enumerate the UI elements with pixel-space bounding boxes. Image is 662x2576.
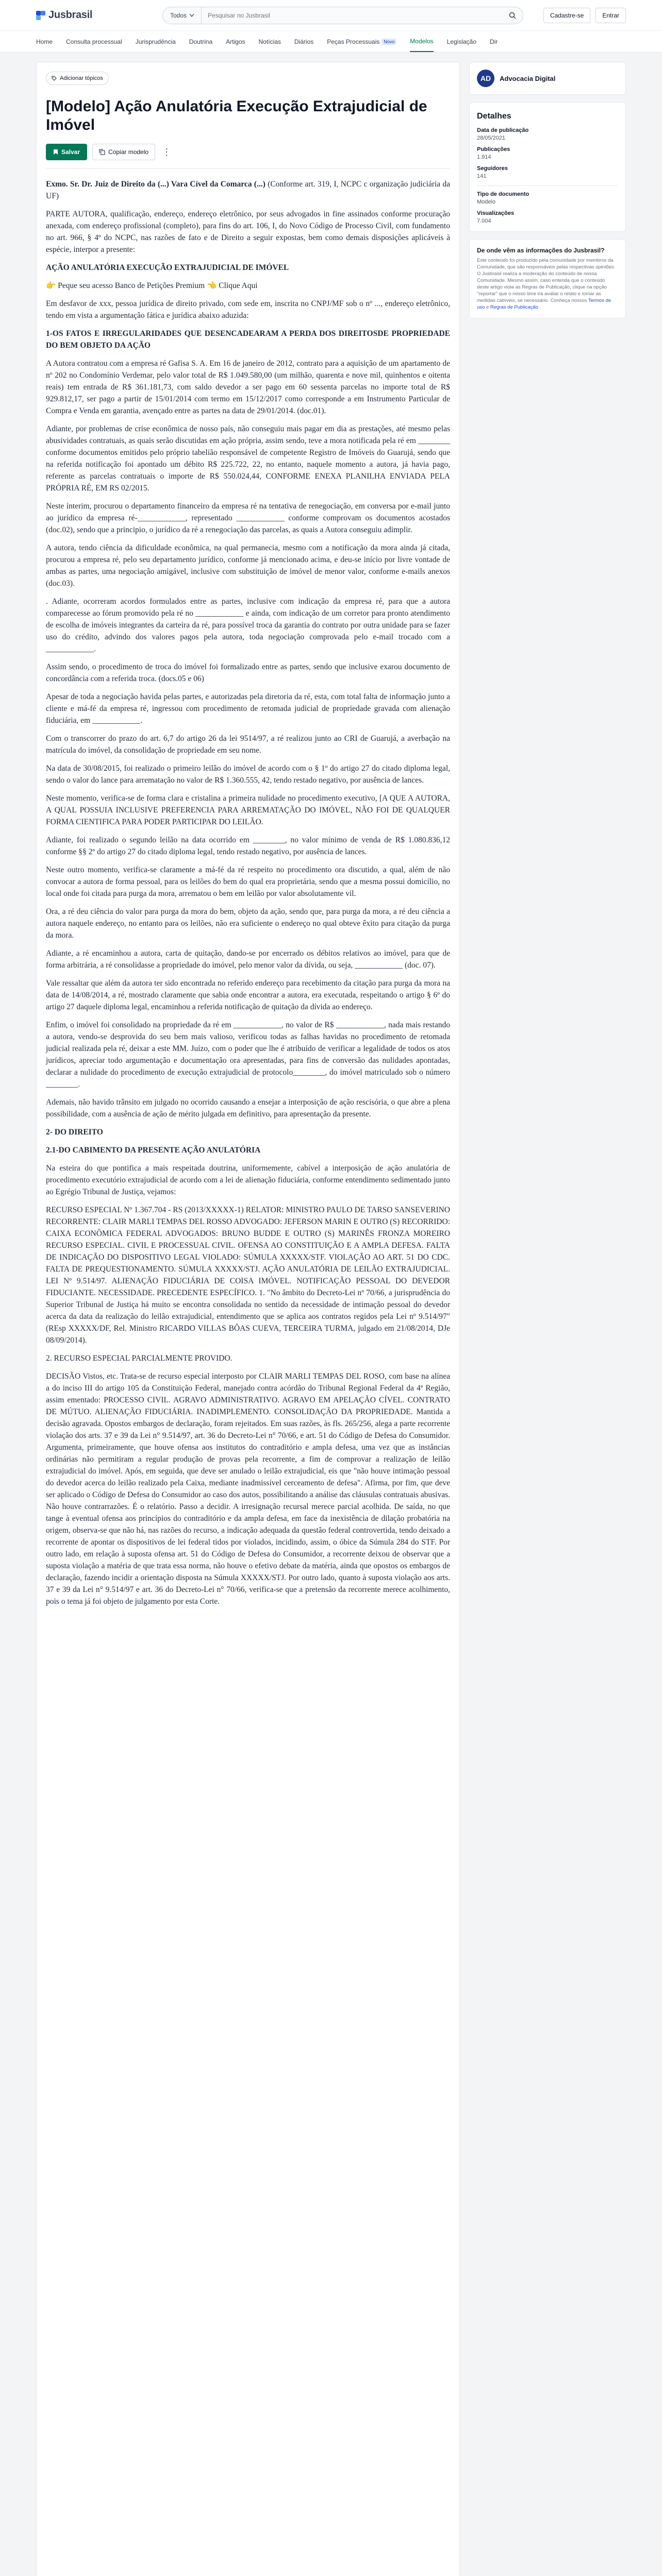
paragraph-text: Enfim, o imóvel foi consolidado na propriedade da ré em ____________, no valor de R$ ____________, nada mais restando a autora, vendo-se desprovida do seu bem mais valioso, verificou todas as falhas havidas no procedimento de retomada judicial realizada pela ré, deixar a este MM. Juízo, com o poder que lhe é atribuído de verificar a legalidade de todos os atos jurídicos, apreciar todo argumentação e documentação ora apresentadas, para fins de conversão das nulidades apontadas, declarar a nulidade do procedimento de execução extrajudicial de protocolo________, do imóvel matriculado sob o número ________. bbox=[46, 1021, 450, 1089]
author-card bbox=[469, 62, 626, 95]
document-paragraph bbox=[46, 208, 450, 256]
search-bar bbox=[162, 7, 523, 24]
document-paragraph bbox=[46, 596, 450, 655]
document-paragraph bbox=[46, 1126, 450, 1138]
views-value: 7.004 bbox=[477, 218, 491, 224]
source-info-text bbox=[477, 257, 618, 311]
document-paragraph bbox=[46, 1162, 450, 1198]
paragraph-text: Na esteira do que pontifica a mais respeitada doutrina, uniformemente, cabível a interposição de ação anulatória de procedimento executório extrajudicial de acordo com a lei de alienação fiduciária, conforme entendimento sedimentado junto ao Egrégio Tribunal de Justiça, vejamos: bbox=[46, 1164, 450, 1196]
paragraph-text: A autora, tendo ciência da dificuldade econômica, na qual permanecia, mesmo com a notificação da mora ainda já citada, procurou a empresa ré, pelo seu departamento jurídico, conforme já mencionado acima, e deu-se início por livre vontade de ambas as partes, uma negociação amigável, inclusive com substituição de imóvel de menor valor, conforme e-mails anexos (doc.03). bbox=[46, 544, 450, 588]
paragraph-text: Neste momento, verifica-se de forma clara e cristalina a primeira nulidade no procedimento executivo, [A QUE A AUTORA, A QUAL POSSUIA INCLUSIVE PREFERENCIA PARA ARREMATAÇÃO DO IMÓVEL, NÃO FOI DE QUALQUER FORMA CIENTIFICA PARA PODER PARTICIPAR DO LEILÃO. bbox=[46, 794, 450, 826]
followers-label: Seguidores bbox=[477, 165, 508, 172]
top-header bbox=[0, 0, 662, 31]
paragraph-text: (Conforme art. 319, I, NCPC c organização judiciária da UF) bbox=[46, 180, 450, 200]
main-nav bbox=[0, 31, 662, 53]
new-badge: Novo bbox=[382, 39, 396, 45]
paragraph-text: A Autora contratou com a empresa ré Gafisa S. A. Em 16 de janeiro de 2012, contrato para a aquisição de um apartamento de nº 202 no Condomínio Verdemar, pelo valor total de R$ 1.049.580,00 (um milhão, quarenta e nove mil, quinhentos e oitenta reais) tem entrada de R$ 361.181,73, com saldo devedor a ser pago em 60 sessenta parcelas no importe total de R$ 929.812,17, ser pago a partir de 15/01/2014 com termo em 15/12/2017 como corresponde a em Instrumento Particular de Compra e Venda em garantia, avençado entre as partes na data de 29/01/2014. (doc.01). bbox=[46, 359, 450, 415]
publications-label: Publicações bbox=[477, 146, 510, 152]
jusbrasil-logo-icon bbox=[36, 11, 45, 20]
copy-label: Copiar modelo bbox=[108, 148, 149, 156]
document-paragraph bbox=[46, 977, 450, 1013]
document-paragraph bbox=[46, 1019, 450, 1090]
document-paragraph bbox=[46, 262, 450, 274]
document-paragraph bbox=[46, 1370, 450, 1607]
document-paragraph bbox=[46, 1352, 450, 1364]
author-name[interactable]: Advocacia Digital bbox=[500, 74, 556, 82]
author[interactable] bbox=[477, 70, 618, 87]
paragraph-text: Ademais, não havido trânsito em julgado no ocorrido causando a ensejar a interposição de ação rescisória, o que abre a plena possibilidade, com a ausência de ação de mérito julgada em definitivo, para apresentação da presente. bbox=[46, 1098, 450, 1118]
document-paragraph bbox=[46, 542, 450, 589]
paragraph-text: Ora, a ré deu ciência do valor para purga da mora do bem, objeto da ação, sendo que, para purga da mora, a ré deu ciência a autora naquele endereço, no entanto para os leilões, não era suficiente o endereço no qual obteve êxito para citação da purga da mora. bbox=[46, 907, 450, 940]
document-paragraph bbox=[46, 1204, 450, 1346]
details-card bbox=[469, 102, 626, 232]
paragraph-heading: 2- DO DIREITO bbox=[46, 1128, 103, 1137]
paragraph-text: DECISÃO Vistos, etc. Trata-se de recurso especial interposto por CLAIR MARLI TEMPAS DEL ROSO, com base na alínea a do inciso III do artigo 105 da Constituição Federal, manejado contra acórdão do Tribunal Regional Federal da 4ª Região, assim ementado: PROCESSO CIVIL. AGRAVO ADMINISTRATIVO. AGRAVO EM APELAÇÃO CÍVEL. CONTRATO DE MÚTUO. ALIENAÇÃO FIDUCIÁRIA. INADIMPLEMENTO. CONSOLIDAÇÃO DA PROPRIEDADE. Mantida a decisão agravada. Opostos embargos de declaração, foram rejeitados. Em suas razões, às fls. 265/256, alega a parte recorrente violação dos arts. 37 e 39 da Lei n° 9.514/97, art. 36 do Decreto-Lei n° 70/66, e art. 51 do Código de Defesa do Consumidor. Argumenta, primeiramente, que houve ofensa aos institutos do contraditório e ampla defesa, uma vez que as instâncias ordinárias não permitiram a regular produção de provas pela recorrente, a fim de comprovar a realização de leilão extrajudicial do imóvel. Após, em seguida, que deve ser anulado o leilão extrajudicial, eis que "não houve intimação pessoal do devedor acerca do leilão realizado pela Caixa, mediante inadmissível cerceamento de defesa". Afirma, por fim, que deve ser aplicado o Código de Defesa do Consumidor ao caso dos autos, possibilitando a análise das cláusulas contratuais abusivas. Não houve contrarrazões. É o relatório. Passo a decidir. A irresignação recursal merece parcial acolhida. De saída, no que tange à eventual ofensa aos princípios do contraditório e da ampla defesa, em face da inexistência de dilação probatória na origem, observa-se que não há, nas razões do recurso, a indicação adequada da questão federal controvertida, tendo deixado a recorrente de apontar os dispositivos de lei federal tidos por violados, incidindo, assim, o óbice da Súmula 284 do STF. Por outro lado, em relação à suposta ofensa art. 51 do Código de Defesa do Consumidor, a recorrente deixou de observar que a suposta violação a matéria de que trata essa norma, não houve o efetivo debate da matéria, ainda que opostos os embargos de declaração, fazendo incidir a orientação disposta na Súmula XXXXX/STJ. Por outro lado, quanto à suposta violação aos arts. 37 e 39 da Lei n° 9.514/97 e art. 36 do Decreto-Lei n° 70/66, verifica-se que a pretensão da recorrente merece acolhimento, pois o tema já foi objeto de julgamento por esta Corte. bbox=[46, 1372, 450, 1606]
paragraph-text: RECURSO ESPECIAL Nº 1.367.704 - RS (2013/XXXXX-1) RELATOR: MINISTRO PAULO DE TARSO SANSEVERINO RECORRENTE: CLAIR MARLI TEMPAS DEL ROSSO ADVOGADO: JEFERSON MARIN E OUTRO (S) RECORRIDO: CAIXA ECONÔMICA FEDERAL ADVOGADOS: BRUNO BUDDE E OUTRO (S) MARINÊS FRONZA MOREIRO RECURSO ESPECIAL. CIVIL E PROCESSUAL CIVIL. OFENSA AO CONSTITUIÇÃO E A AMPLA DEFESA. FALTA DE INDICAÇÃO DO DISPOSITIVO LEGAL VIOLADO: SÚMULA XXXXX/STF. VIOLAÇÃO AO ART. 51 DO CDC. FALTA DE PREQUESTIONAMENTO. SÚMULA XXXXX/STJ. AÇÃO ANULATÓRIA DE LEILÃO EXTRAJUDICIAL. LEI Nº 9.514/97. ALIENAÇÃO FIDUCIÁRIA DE COISA IMÓVEL. NOTIFICAÇÃO PESSOAL DO DEVEDOR FIDUCIANTE. NECESSIDADE. PRECEDENTE ESPECÍFICO. 1. "No âmbito do Decreto-Lei nº 70/66, a jurisprudência do Superior Tribunal de Justiça há muito se encontra consolidada no sentido da necessidade de intimação pessoal do devedor acerca da data da realização do leilão extrajudicial, entendimento que se aplica aos contratos regidos pela Lei nº 9.514/97" (REsp XXXXX/DF, Rel. Ministro RICARDO VILLAS BÔAS CUEVA, TERCEIRA TURMA, julgado em 21/08/2014, DJe 08/09/2014). bbox=[46, 1206, 450, 1345]
page-title: [Modelo] Ação Anulatória Execução Extrajudicial de Imóvel bbox=[46, 98, 427, 133]
nav-item-diarios[interactable]: Diários bbox=[294, 38, 314, 45]
paragraph-text: Neste ínterim, procurou o departamento financeiro da empresa ré na tentativa de renegociação, em conversa por e-mail junto ao jurídico da empresa ré-____________, representado ____________ conforme comprovam os documentos acostados (doc.02), sendo que a principio, o jurídico da ré a renegociação das parcelas, as quais a Autora conseguiu adimplir. bbox=[46, 502, 450, 534]
search-icon bbox=[509, 12, 516, 19]
document-paragraph bbox=[46, 792, 450, 828]
document-paragraph bbox=[46, 328, 450, 351]
doc-type-label: Tipo de documento bbox=[477, 191, 529, 197]
paragraph-text: Adiante, a ré encaminhou a autora, carta de quitação, dando-se por encerrado os débitos relativos ao imóvel, para que de forma arbitrária, a ré consolidasse a propriedade do imóvel, pelo menor valor da dívida, ou seja, ____________ (doc. 07). bbox=[46, 949, 450, 970]
nav-item-modelos[interactable]: Modelos bbox=[410, 31, 433, 52]
document-paragraph bbox=[46, 947, 450, 971]
views-label: Visualizações bbox=[477, 210, 514, 216]
document-paragraph bbox=[46, 691, 450, 726]
paragraph-text: Na data de 30/08/2015, foi realizado o primeiro leilão do imóvel de acordo com o § 1º do artigo 27 do citado diploma legal, sendo o valor do lance para arrematação no valor de R$ 1.360.555, 42, tendo restado negativo, por ausência de lances. bbox=[46, 764, 450, 785]
save-button[interactable] bbox=[46, 144, 87, 160]
pub-date-value: 28/05/2021 bbox=[477, 135, 506, 141]
document-actions bbox=[46, 144, 450, 160]
nav-item-pecas-processuais[interactable] bbox=[327, 31, 396, 52]
add-topics-button[interactable] bbox=[46, 72, 109, 85]
publications-value: 1.914 bbox=[477, 154, 491, 160]
source-info-body: Este conteúdo foi produzido pela comunidade por membros da Comunidade, que são responsáveis pelas respectivas opiniões. O Jusbrasil realiza a moderação do conteúdo de nossa Comunidade. Mesmo assim, caso entenda que o conteúdo deste artigo viola as Regras de Publicação, clique na opção "reportar" que o nosso time irá avaliar o relato e tomar as medidas cabíveis, se necessário. Conheça nossos bbox=[477, 258, 616, 303]
nav-item-home[interactable]: Home bbox=[36, 38, 53, 45]
document-paragraph bbox=[46, 500, 450, 536]
paragraph-text: Adiante, foi realizado o segundo leilão na data ocorrido em ________, no valor mínimo de venda de R$ 1.080.836,12 conforme §§ 2º do artigo 27 do citado diploma legal, tendo restado negativo, por ausência de lances. bbox=[46, 836, 450, 856]
tag-icon bbox=[52, 76, 57, 81]
signup-button[interactable]: Cadastre-se bbox=[543, 8, 590, 23]
paragraph-text: 👉 Peque seu acesso Banco de Petições Premium 👈 Clique Aqui bbox=[46, 281, 258, 290]
paragraph-text: Neste outro momento, verifica-se claramente a má-fé da ré respeito no procedimento ora discutido, a qual, além de não convocar a autora de forma pessoal, para os leilões do bem do qual era proprietária, sendo que a mesma possui domicílio, no local onde foi citada para purga da mora, arrematou o bem em leilão por valor absolutamente vil. bbox=[46, 866, 450, 898]
avatar: AD bbox=[477, 70, 494, 87]
document-paragraph bbox=[46, 834, 450, 858]
copy-icon bbox=[99, 149, 105, 155]
divider bbox=[46, 168, 450, 169]
document-paragraph bbox=[46, 762, 450, 786]
paragraph-text: Com o transcorrer do prazo do art. 6,7 do artigo 26 da lei 9514/97, a ré realizou junto ao CRI de Guarujá, a averbação na matrícula do imóvel, da consolidação de propriedade em seu nome. bbox=[46, 734, 450, 755]
nav-item-legislacao[interactable]: Legislação bbox=[446, 38, 477, 45]
followers-value: 141 bbox=[477, 173, 487, 179]
document-paragraph bbox=[46, 864, 450, 900]
paragraph-text: 2. RECURSO ESPECIAL PARCIALMENTE PROVIDO. bbox=[46, 1354, 233, 1363]
jusbrasil-logo[interactable] bbox=[36, 9, 155, 21]
nav-item-doutrina[interactable]: Doutrina bbox=[189, 38, 213, 45]
nav-item-dir[interactable]: Dir bbox=[490, 38, 498, 45]
document-paragraph bbox=[46, 661, 450, 685]
document-body bbox=[46, 178, 450, 1607]
copy-template-button[interactable] bbox=[92, 144, 155, 160]
search-scope-label: Todos bbox=[170, 11, 187, 19]
paragraph-text: Em desfavor de xxx, pessoa jurídica de direito privado, com sede em, inscrita no CNPJ/MF sob o nº ..., endereço eletrônico, tendo em vista a argumentação fática e jurídica abaixo aduzida: bbox=[46, 299, 450, 320]
paragraph-text: Adiante, por problemas de crise econômica de nosso país, não conseguiu mais pagar em dia as prestações, até mesmo pelas abusividades contratuais, as quais serão discutidas em ação própria, assim sendo, teve a mora notificada pela ré em ________ conforme documentos emitidos pelo próprio tabelião responsável de competente Registro de Imóveis do Guarujá, sendo que na referida notificação foi apontado um débito R$ 225.722, 22, no entanto, naquele momento a autora, já havia pago, referente as parcelas contratuais o importe de R$ 550.024,44, CONFORME ENEXA PLANILHA ENVIADA PELA PRÓPRIA RÉ, EM RS 02/2015. bbox=[46, 425, 450, 493]
paragraph-heading: 2.1-DO CABIMENTO DA PRESENTE AÇÃO ANULATÓRIA bbox=[46, 1146, 261, 1155]
source-info-card bbox=[469, 239, 626, 318]
auth-actions bbox=[543, 8, 626, 23]
bookmark-icon bbox=[53, 149, 58, 155]
document-paragraph bbox=[46, 733, 450, 756]
login-button[interactable]: Entrar bbox=[595, 8, 626, 23]
terms-of-use-link[interactable]: Termos de uso bbox=[477, 298, 611, 310]
document-paragraph bbox=[46, 1144, 450, 1156]
paragraph-text: PARTE AUTORA, qualificação, endereço, endereço eletrônico, por seus advogados in fine assinados conforme procuração anexada, com endereço profissional (completo), para fins do art. 106, I, do Novo Código de Processo Civil, com fundamento no art. 966, § 4º do NCPC, nas razões de fato e de Direito a seguir expostas, bem como demais disposições aplicáveis à espécie, interpor a presente: bbox=[46, 210, 450, 254]
publication-rules-link[interactable]: Regras de Publicação bbox=[490, 304, 538, 310]
pub-date-label: Data de publicação bbox=[477, 127, 529, 133]
add-topics-label: Adicionar tópicos bbox=[60, 75, 103, 81]
paragraph-heading: 1-OS FATOS E IRREGULARIDADES QUE DESENCADEARAM A PERDA DOS DIREITOSDE PROPRIEDADE DO BEM OBJETO DA AÇÃO bbox=[46, 329, 450, 350]
paragraph-heading: Exmo. Sr. Dr. Juiz de Direito da (...) Vara Cível da Comarca (...) bbox=[46, 180, 266, 189]
paragraph-text: . Adiante, ocorreram acordos formulados entre as partes, inclusive com indicação da empresa ré, para que a autora comparecesse ao fórum promovido pela ré no ____________ e ainda, com indicação de um corretor para pronto atendimento de escolha de imóveis integrantes da carteira da ré, para possível troca da garantia do contrato por outra unidade para se fazer uso do crédito, advindo dos valores pagos pela autora, toda negociação comprovada pelo e-mail trocado com a ____________. bbox=[46, 597, 450, 653]
document-paragraph bbox=[46, 178, 450, 202]
document-paragraph bbox=[46, 280, 450, 292]
nav-item-jurisprudencia[interactable]: Jurisprudência bbox=[135, 38, 176, 45]
source-info-title: De onde vêm as informações do Jusbrasil? bbox=[477, 247, 605, 254]
details-title: Detalhes bbox=[477, 112, 511, 121]
document-paragraph bbox=[46, 298, 450, 321]
paragraph-text: Apesar de toda a negociação havida pelas partes, e autorizadas pela diretoria da ré, esta, com total falta de informação junto a cliente e má-fé da empresa ré, ingressou com procedimento de retomada judicial de propriedade gravada com alienação fiduciária, em ____________. bbox=[46, 692, 450, 725]
document-paragraph bbox=[46, 358, 450, 417]
document-paragraph bbox=[46, 1096, 450, 1120]
chevron-down-icon bbox=[190, 14, 194, 17]
document-paragraph bbox=[46, 423, 450, 494]
document-panel bbox=[36, 62, 460, 2576]
nav-item-label: Peças Processuais bbox=[327, 38, 380, 45]
paragraph-text: Assim sendo, o procedimento de troca do imóvel foi formalizado entre as partes, sendo que inclusive exarou documento de concordância com a referida troca. (docs.05 e 06) bbox=[46, 663, 450, 683]
nav-item-consulta-processual[interactable]: Consulta processual bbox=[66, 38, 122, 45]
logo-text: Jusbrasil bbox=[48, 9, 93, 21]
doc-type-value: Modelo bbox=[477, 199, 496, 205]
nav-item-noticias[interactable]: Notícias bbox=[258, 38, 281, 45]
document-paragraph bbox=[46, 906, 450, 941]
search-input[interactable] bbox=[202, 7, 504, 24]
divider bbox=[477, 185, 618, 186]
search-scope-select[interactable] bbox=[163, 7, 202, 24]
save-label: Salvar bbox=[61, 148, 80, 156]
more-options-icon[interactable]: ⋮ bbox=[162, 146, 172, 157]
paragraph-text: Vale ressaltar que além da autora ter sido encontrada no referido endereço para recebimento da citação para purga da mora na data de 14/08/2014, a ré, mostrado claramente que sabia onde encontrar a autora, era executada, respeitando o artigo § 6º do artigo 27 daquele diploma legal, encaminhou a referida notificação de quitação da dívida ao endereço. bbox=[46, 979, 450, 1011]
paragraph-heading: AÇÃO ANULATÓRIA EXECUÇÃO EXTRAJUDICIAL DE IMÓVEL bbox=[46, 263, 289, 272]
nav-item-artigos[interactable]: Artigos bbox=[226, 38, 245, 45]
search-button[interactable] bbox=[504, 8, 521, 23]
sidebar bbox=[469, 62, 626, 2576]
source-info-and: e bbox=[485, 304, 490, 310]
